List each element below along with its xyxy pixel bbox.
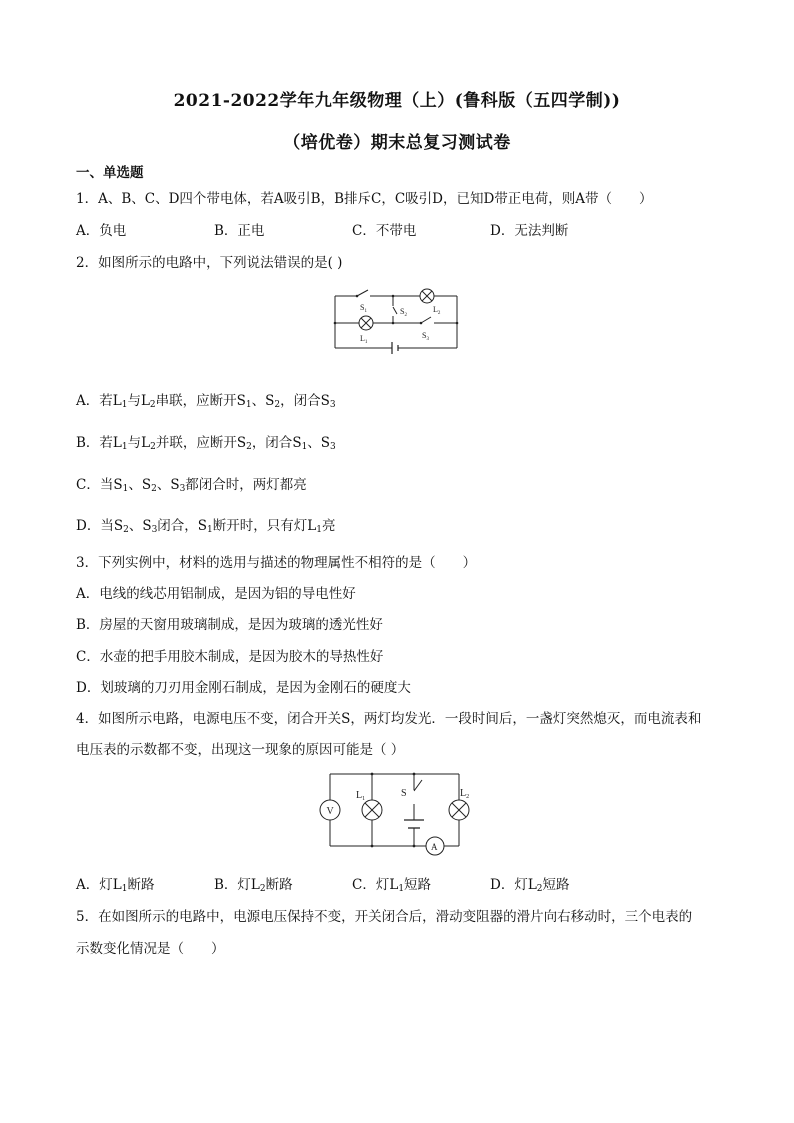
svg-text:L1: [356, 790, 365, 802]
q3-option-b: B．房屋的天窗用玻璃制成，是因为玻璃的透光性好: [76, 617, 383, 633]
q1-option-d: D．无法判断: [490, 223, 569, 239]
q4-voltmeter-label: V: [326, 806, 334, 817]
svg-text:L2: [433, 305, 441, 316]
page-subtitle: （培优卷）期末总复习测试卷: [283, 133, 511, 153]
q4-label-l1: L: [356, 790, 363, 801]
question-5-stem-line2: 示数变化情况是（ ）: [76, 941, 225, 957]
svg-text:S1: [360, 303, 367, 314]
section-header: 一、单选题: [76, 165, 144, 181]
q2-label-s1: S: [360, 303, 365, 312]
q4-label-l1-sub: 1: [362, 796, 366, 802]
svg-text:S2: [400, 307, 407, 318]
q2-option-a: A．若$L_1$与$L_2$串联，应断开$S_1$、$S_2$，闭合$S_3$: [76, 393, 336, 410]
svg-text:L1: [360, 334, 368, 345]
q2-label-s3: S: [422, 331, 427, 340]
svg-text:S3: [422, 331, 429, 342]
q2-label-l1: L: [360, 334, 365, 343]
q3-option-a: A．电线的线芯用铝制成，是因为铝的导电性好: [76, 586, 356, 602]
question-3-stem: 3．下列实例中，材料的选用与描述的物理属性不相符的是（ ）: [76, 555, 477, 571]
q4-option-b: B．灯$L_2$断路: [214, 877, 293, 894]
q2-option-c: C．当$S_1$、$S_2$、$S_3$都闭合时，两灯都亮: [76, 477, 307, 494]
svg-text:L2: [460, 788, 469, 800]
q2-circuit-diagram: [330, 284, 462, 356]
q1-option-c: C．不带电: [352, 223, 417, 239]
q4-option-c: C．灯$L_1$短路: [352, 877, 432, 894]
q2-label-s1-sub: 1: [364, 309, 367, 314]
q2-label-s3-sub: 3: [426, 337, 429, 342]
q4-label-l2: L: [460, 788, 467, 799]
q2-label-l2: L: [433, 305, 438, 314]
q1-option-b: B．正电: [214, 223, 265, 239]
question-1-stem: 1．A、B、C、D四个带电体，若A吸引B，B排斥C，C吸引D，已知D带正电荷，则A带（ ）: [76, 191, 653, 207]
q4-option-d: D．灯$L_2$短路: [490, 877, 570, 894]
q2-label-s2-sub: 2: [404, 313, 407, 318]
q4-switch-label: S: [401, 788, 407, 799]
q1-option-a: A．负电: [76, 223, 127, 239]
q3-option-d: D．划玻璃的刀刃用金刚石制成，是因为金刚石的硬度大: [76, 680, 411, 696]
q4-option-a: A．灯$L_1$断路: [76, 877, 155, 894]
q2-option-b: B．若$L_1$与$L_2$并联，应断开$S_2$，闭合$S_1$、$S_3$: [76, 435, 336, 452]
q2-option-d: D．当$S_2$、$S_3$闭合，$S_1$断开时，只有灯$L_1$亮: [76, 518, 336, 535]
question-5-stem-line1: 5．在如图所示的电路中，电源电压保持不变，开关闭合后，滑动变阻器的滑片向右移动时，三个电表的: [76, 909, 693, 925]
question-4-stem-line1: 4．如图所示电路，电源电压不变，闭合开关S，两灯均发光．一段时间后，一盏灯突然熄灭，而电流表和: [76, 711, 702, 727]
q2-label-l1-sub: 1: [364, 340, 368, 345]
q2-label-s2: S: [400, 307, 405, 316]
q4-label-l2-sub: 2: [466, 794, 470, 800]
q2-label-l2-sub: 2: [437, 311, 441, 316]
page-title: 2021-2022学年九年级物理（上）(鲁科版（五四学制)): [173, 91, 621, 111]
q4-circuit-diagram: [316, 770, 478, 856]
question-4-stem-line2: 电压表的示数都不变，出现这一现象的原因可能是（ ）: [76, 742, 405, 758]
q3-option-c: C．水壶的把手用胶木制成，是因为胶木的导热性好: [76, 649, 384, 665]
q4-ammeter-label: A: [431, 842, 438, 852]
question-2-stem: 2．如图所示的电路中，下列说法错误的是( ): [76, 255, 343, 271]
